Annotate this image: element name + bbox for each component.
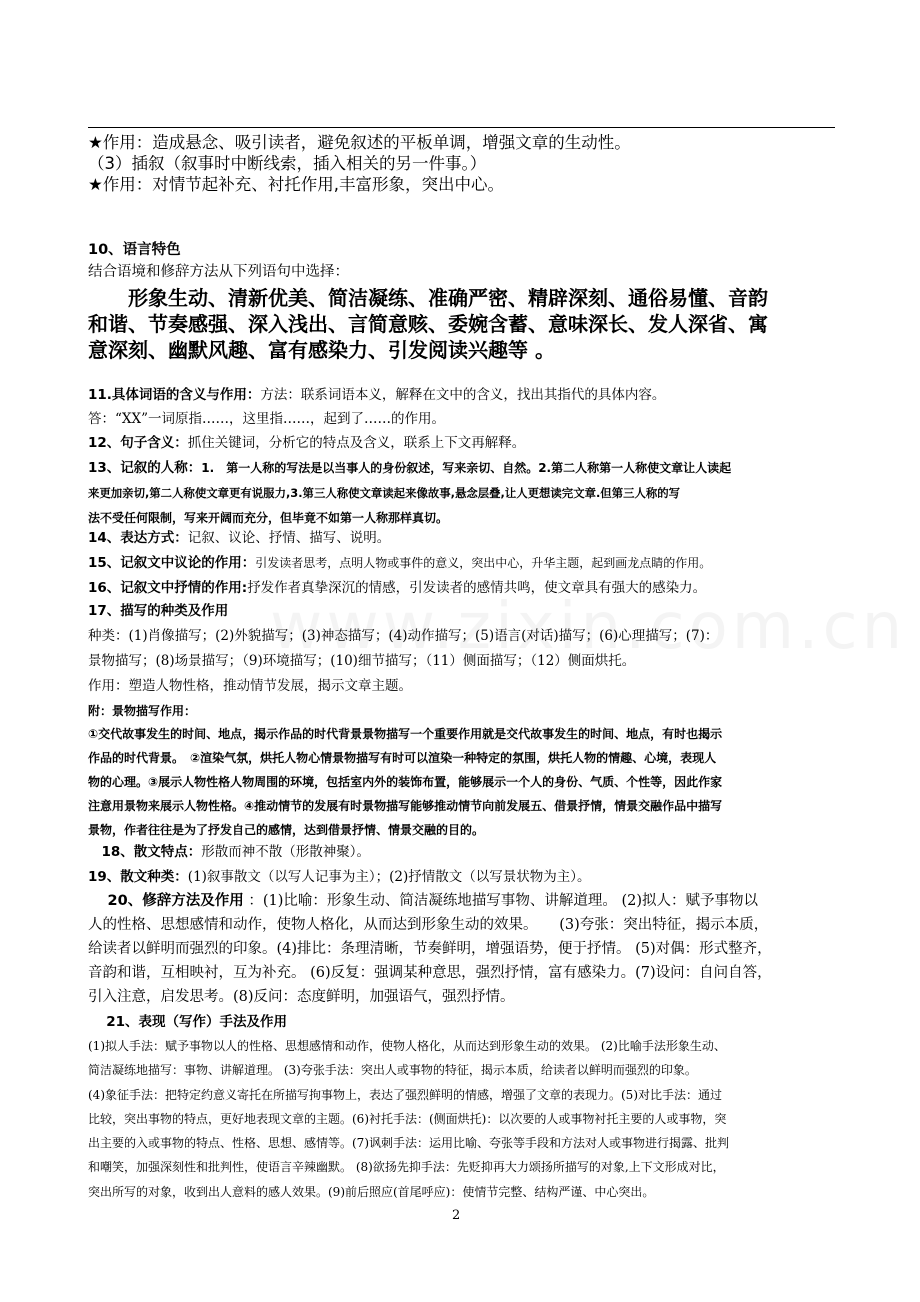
- technique-line: 突出所写的对象，收到出人意料的感人效果。(9)前后照应(首尾呼应)：使情节完整、结构严谨、中心突出。: [88, 1184, 655, 1199]
- person-line: 来更加亲切,第二人称使文章更有说服力,3.第三人称使文章读起来像故事,悬念层叠,让人更想读完文章.但第三人称的写: [88, 486, 681, 500]
- technique-line: 和嘲笑，加强深刻性和批判性，使语言辛辣幽默。 (8)欲扬先抑手法：先贬抑再大力颂扬所描写的对象,上下文形成对比，: [88, 1160, 725, 1175]
- technique-line: 比较，突出事物的特点，更好地表现文章的主题。(6)衬托手法：(侧面烘托)：以次要的人或事物衬托主要的人或事物，突: [88, 1111, 727, 1126]
- appendix-line: 物的心理。③展示人物性格人物周围的环境，包括室内外的装饰布置，能够展示一个人的身份、气质、个性等，因此作家: [88, 775, 723, 789]
- section-heading: 20、修辞方法及作用: [88, 893, 244, 909]
- technique-line: (4)象征手法：把特定约意义寄托在所描写拘事物上，表达了强烈鲜明的情感，增强了文章的表现力。(5)对比手法：通过: [88, 1087, 723, 1102]
- section-heading: 10、语言特色: [88, 242, 181, 258]
- top-lines: [88, 132, 835, 195]
- section-11-line: [88, 383, 835, 407]
- section-11-answer: 答：“XX”一词原指……，这里指……，起到了……的作用。: [88, 411, 446, 427]
- section-heading: 14、表达方式：: [88, 530, 188, 546]
- kinds-line: 景物描写；(8)场景描写；（9)环境描写；(10)细节描写；（11）侧面描写；（12）侧面烘托。: [88, 653, 636, 669]
- page-number: 2: [452, 1208, 461, 1223]
- section-heading: 12、句子含义：: [88, 435, 188, 451]
- section-heading: 13、记叙的人称：: [88, 460, 202, 476]
- section-body: ：(1)比喻：形象生动、简洁凝练地描写事物、讲解道理。 (2)拟人：赋予事物以: [243, 893, 759, 909]
- person-line: [88, 456, 835, 481]
- scenery-appendix: [88, 722, 835, 842]
- sections-18-19: [88, 840, 835, 890]
- section-heading: 16、记叙文中抒情的作用:: [88, 580, 248, 596]
- kinds-line: 种类：(1)肖像描写；(2)外貌描写；(3)神态描写；(4)动作描写；(5)语言(对话)描写；(6)心理描写；(7)：: [88, 628, 719, 644]
- technique-line: (1)拟人手法：赋予事物以人的性格、思想感情和动作，使物人格化，从而达到形象生动的效果。 (2)比喻手法形象生动、: [88, 1039, 726, 1053]
- section-heading: 18、散文特点：: [88, 844, 202, 860]
- section-body: 1. 第一人称的写法是以当事人的身份叙述，写来亲切、自然。2.第二人称第一人称使文章让人读起: [201, 461, 732, 475]
- section-body: 方法：联系词语本义，解释在文中的含义，找出其指代的具体内容。: [260, 387, 666, 403]
- appendix-line: 景物，作者往往是为了抒发自己的感情，达到借景抒情、情景交融的目的。: [88, 823, 485, 837]
- appendix-title: 附：景物描写作用：: [88, 704, 197, 718]
- section-18-line: [88, 840, 835, 865]
- language-features-list: [88, 285, 835, 363]
- section-15-line: [88, 551, 835, 576]
- rhetoric-line: 给读者以鲜明而强烈的印象。(4)排比：条理清晰，节奏鲜明，增强语势，便于抒情。 (5)对偶：形式整齐，: [88, 941, 772, 957]
- section-14-line: [88, 526, 835, 551]
- section-19-line: [88, 865, 835, 890]
- technique-line: 简洁凝练地描写：事物、讲解道理。 (3)夸张手法：突出人或事物的特征，揭示本质，给读者以鲜明而强烈的印象。: [88, 1063, 697, 1078]
- section-16-line: [88, 576, 835, 601]
- section-12-line: [88, 431, 835, 455]
- technique-line: 出主要的入或事物的特点、性格、思想、感情等。(7)讽刺手法：运用比喻、夸张等手段和方法对人或事物进行揭露、批判: [88, 1136, 730, 1151]
- section-10: [88, 239, 835, 363]
- effect-line-suspense: ★作用：造成悬念、吸引读者，避免叙述的平板单调，增强文章的生动性。: [88, 133, 631, 152]
- person-line: 法不受任何限制，写来开阔而充分，但毕竟不如第一人称那样真切。: [88, 511, 449, 525]
- rhetoric-line: [88, 889, 835, 913]
- section-body: 记叙、议论、抒情、描写、说明。: [187, 530, 391, 546]
- sections-11-12: [88, 383, 835, 455]
- rhetoric-line: 人的性格、思想感情和动作，使物人格化，从而达到形象生动的效果。 (3)夸张：突出特征，揭示本质，: [88, 917, 769, 933]
- sections-14-16: [88, 526, 835, 601]
- effect-line: 作用：塑造人物性格，推动情节发展，揭示文章主题。: [88, 678, 412, 694]
- insertion-narration-line: （3）插叙（叙事时中断线索，插入相关的另一件事。）: [88, 154, 487, 173]
- section-20: [88, 889, 835, 1009]
- header-rule: [88, 127, 835, 128]
- section-13: [88, 456, 835, 531]
- appendix-line: ①交代故事发生的时间、地点，揭示作品的时代背景景物描写一个重要作用就是交代故事发生的时间、地点，有时也揭示: [88, 727, 723, 741]
- section-17: [88, 599, 835, 724]
- appendix-line: 注意用景物来展示人物性格。④推动情节的发展有时景物描写能够推动情节向前发展五、借景抒情，情景交融作品中描写: [88, 799, 723, 813]
- rhetoric-line: 音韵和谐，互相映衬，互为补充。 (6)反复：强调某种意思，强烈抒情，富有感染力。(7)设问：自问自答，: [88, 965, 772, 981]
- rhetoric-line: 引入注意，启发思考。(8)反问：态度鲜明，加强语气，强烈抒情。: [88, 989, 515, 1005]
- section-body: 形散而神不散（形散神聚）。: [201, 844, 371, 860]
- section-heading: 17、描写的种类及作用: [88, 603, 229, 619]
- section-21: [88, 1010, 835, 1204]
- appendix-line: 作品的时代背景。 ②渲染气氛，烘托人物心情景物描写有时可以渲染一种特定的氛围，烘托人物的情趣、心境，表现人: [88, 751, 717, 765]
- section-body: 抓住关键词，分析它的特点及含义，联系上下文再解释。: [187, 435, 526, 451]
- section-body: (1)叙事散文（以写人记事为主）；(2)抒情散文（以写景状物为主）。: [187, 869, 591, 885]
- section-body: 引发读者思考，点明人物或事件的意义，突出中心，升华主题，起到画龙点睛的作用。: [255, 556, 712, 570]
- effect-line-insertion: ★作用：对情节起补充、衬托作用,丰富形象，突出中心。: [88, 175, 505, 194]
- section-heading: 11.具体词语的含义与作用：: [88, 387, 261, 403]
- section-heading: 15、记叙文中议论的作用：: [88, 555, 256, 571]
- feature-line: 意深刻、幽默风趣、富有感染力、引发阅读兴趣等 。: [88, 338, 555, 362]
- section-heading: 21、表现（写作）手法及作用: [88, 1014, 287, 1030]
- feature-line: 形象生动、清新优美、简洁凝练、准确严密、精辟深刻、通俗易懂、音韵: [88, 286, 768, 310]
- section-body: 抒发作者真挚深沉的情感，引发读者的感情共鸣，使文章具有强大的感染力。: [247, 580, 707, 596]
- feature-line: 和谐、节奏感强、深入浅出、言简意赅、委婉含蓄、意味深长、发人深省、寓: [88, 312, 768, 336]
- techniques-body: [88, 1034, 835, 1204]
- section-heading: 19、散文种类：: [88, 869, 188, 885]
- section-intro: 结合语境和修辞方法从下列语句中选择：: [88, 264, 349, 280]
